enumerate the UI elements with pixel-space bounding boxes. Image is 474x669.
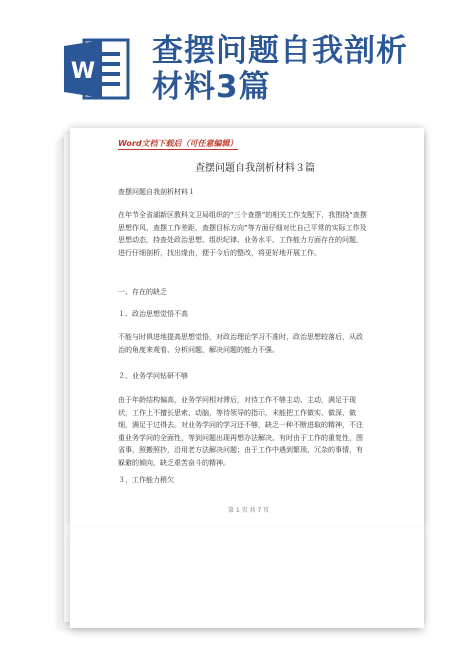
- subheading-text: １、政治思想觉悟不高: [118, 310, 188, 318]
- subheading-2: [118, 370, 368, 383]
- paragraph-text: 由于年龄结构偏高，业务学问相对滞后，对待工作不够主动、主动，满足于现状，工作上不擅长思索、动脑，等待领导的指示，未能把工作做实、做深、做细，满足于过得去。对业务学问的学习还不够，缺乏一种不断进取的精神，不注重业务学问的全面性，等到问题出现再想办法解决。有时由于工作的重复性，图省事，照搬照抄，沿用老方法解决问题；由于工作中遇到繁琐、冗杂的事情，有躲避的倾向，缺乏艰苦奋斗的精神。: [118, 396, 363, 467]
- paragraph-text: 在年节全省湖新区教科文卫局组织的“三个查摆”的相关工作支配下，我围绕“查摆思想作风、查摆工作差距、查摆目标方向”等方面仔细对比自己平常的实际工作及思想动态，持查处政治思想、组织纪律、业务水平、工作能力方面存在的问题，进行仔细剖析，找出缘由，便于今后的整改，将更好地开展工作。: [118, 211, 367, 257]
- paragraph-text: 不能与时俱进地提高思想觉悟，对政治理论学习不准时，政治思想较落后，从政治的角度来观看、分析问题，解决问题的能力不强。: [118, 333, 363, 354]
- title-line-2: 材料3篇: [152, 69, 271, 105]
- document-title: 查摆问题自我剖析材料３篇: [195, 163, 315, 174]
- header-banner: [0, 0, 474, 122]
- section-heading-1: [118, 286, 368, 299]
- paragraph-3: [118, 394, 368, 469]
- subheading-1: [118, 308, 368, 321]
- download-tag: Word文档下载后（可任意编辑）: [118, 139, 238, 148]
- subheading-3: [118, 474, 368, 487]
- paragraph-1: [118, 209, 368, 259]
- svg-text:W: W: [70, 59, 96, 84]
- page-footer: 第 1 页 共 7 页: [228, 507, 270, 514]
- paragraph-2: [118, 331, 368, 356]
- title-line-1: 查摆问题自我剖析: [152, 33, 408, 69]
- page-title: [152, 33, 468, 105]
- word-document-icon: [62, 34, 132, 104]
- document-page-lower: [70, 528, 424, 628]
- subheading-text: ２、业务学问钻研不够: [118, 372, 188, 380]
- section-heading-text: 一、存在的缺乏: [118, 288, 167, 296]
- subheading-text: ３、工作能力稍欠: [118, 476, 174, 484]
- document-subtitle: 查摆问题自我剖析材料１: [118, 188, 195, 196]
